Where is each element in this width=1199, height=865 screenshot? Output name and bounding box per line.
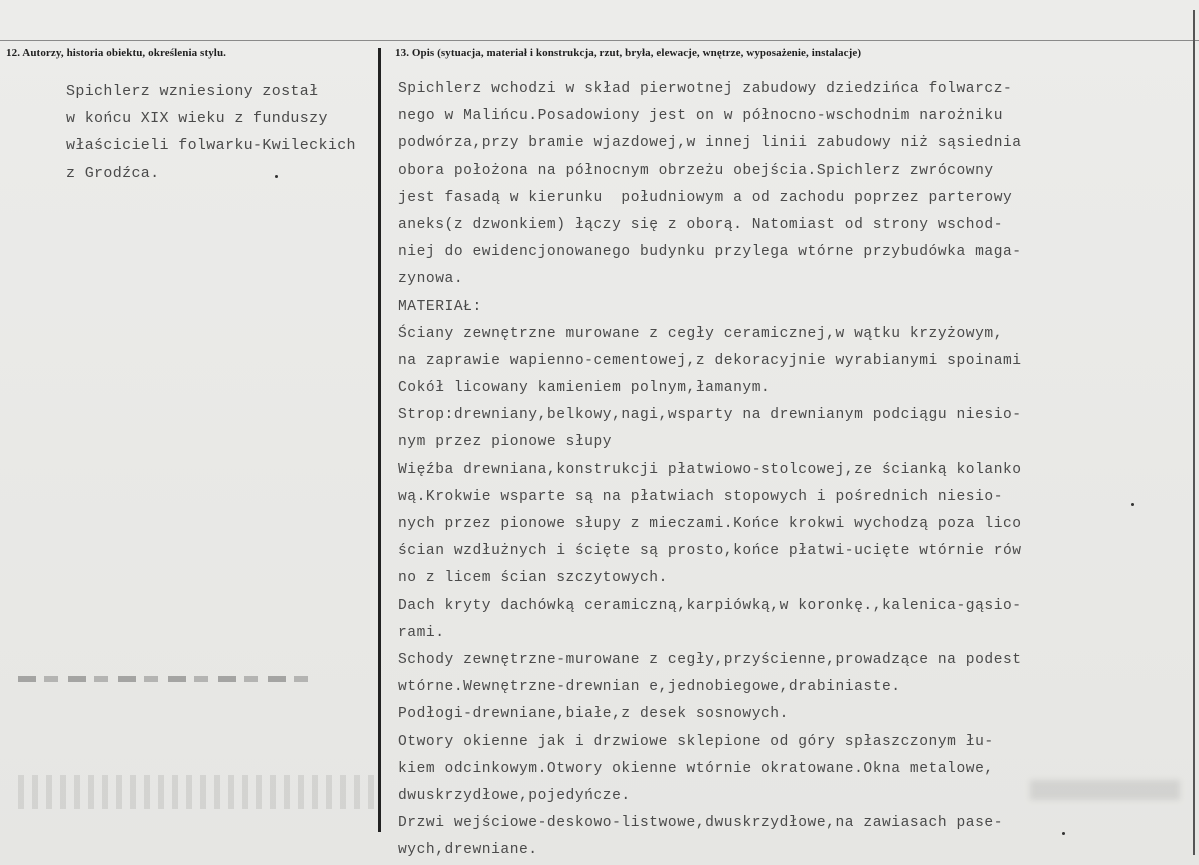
section-13-header: 13. Opis (sytuacja, materiał i konstrukcja, rzut, bryła, elewacje, wnętrze, wyposażenie, instalacje) xyxy=(395,47,862,59)
left-text-line: właścicieli folwarku-Kwileckich xyxy=(66,137,356,155)
right-text-line: Schody zewnętrzne-murowane z cegły,przyścienne,prowadzące na podest xyxy=(398,651,1022,668)
section-12-header: 12. Autorzy, historia obiektu, określenia stylu. xyxy=(6,47,227,59)
right-text-line: wą.Krokwie wsparte są na płatwiach stopowych i pośrednich niesio- xyxy=(398,488,1003,505)
right-text-line: nym przez pionowe słupy xyxy=(398,434,613,451)
right-text-line: aneks(z dzwonkiem) łączy się z oborą. Natomiast od strony wschod- xyxy=(398,216,1003,233)
right-text-line: Drzwi wejściowe-deskowo-listwowe,dwuskrzydłowe,na zawiasach pase- xyxy=(398,815,1003,832)
right-text-line: Więźba drewniana,konstrukcji płatwiowo-stolcowej,ze ścianką kolanko xyxy=(398,461,1022,478)
right-text-line: zynowa. xyxy=(398,271,464,288)
speck xyxy=(275,175,278,178)
right-text-line: dwuskrzydłowe,pojedyńcze. xyxy=(398,787,631,804)
faded-typewriter-row xyxy=(18,676,318,682)
right-border xyxy=(1193,10,1195,855)
ghost-stamp-smudge xyxy=(1030,780,1180,800)
right-text-line: Strop:drewniany,belkowy,nagi,wsparty na drewnianym podciągu niesio- xyxy=(398,407,1022,424)
right-text-line: Spichlerz wchodzi w skład pierwotnej zabudowy dziedzińca folwarcz- xyxy=(398,81,1013,97)
right-text-line: Dach kryty dachówką ceramiczną,karpiówką,w koronkę.,kalenica-gąsio- xyxy=(398,597,1022,614)
right-text-line: rami. xyxy=(398,624,445,641)
right-text-line: wych,drewniane. xyxy=(398,842,538,859)
description-text xyxy=(398,76,1193,864)
right-text-line: wtórne.Wewnętrzne-drewnian e,jednobiegowe,drabiniaste. xyxy=(398,679,901,696)
left-text-line: Spichlerz wzniesiony został xyxy=(66,83,319,100)
right-text-line: Ściany zewnętrzne murowane z cegły ceramicznej,w wątku krzyżowym, xyxy=(398,325,1003,342)
top-rule xyxy=(0,40,1199,41)
left-text-line: z Grodźca. xyxy=(66,164,160,182)
right-text-line: obora położona na północnym obrzeżu obejścia.Spichlerz zwrócowny xyxy=(398,162,994,179)
right-text-line: jest fasadą w kierunku południowym a od zachodu poprzez parterowy xyxy=(398,189,1013,206)
right-text-line: kiem odcinkowym.Otwory okienne wtórnie okratowane.Okna metalowe, xyxy=(398,760,994,777)
right-text-line: nego w Malińcu.Posadowiony jest on w północno-wschodnim narożniku xyxy=(398,108,1003,125)
right-text-line: na zaprawie wapienno-cementowej,z dekoracyjnie wyrabianymi spoinami xyxy=(398,352,1022,369)
right-text-line: ścian wzdłużnych i ścięte są prosto,końce płatwi-ucięte wtórnie rów xyxy=(398,543,1022,560)
right-text-line: Cokół licowany kamieniem polnym,łamanym. xyxy=(398,380,771,397)
right-text-line: no z licem ścian szczytowych. xyxy=(398,570,668,587)
right-text-line: MATERIAŁ: xyxy=(398,298,482,315)
left-text-line: w końcu XIX wieku z funduszy xyxy=(66,110,328,128)
right-text-line: nych przez pionowe słupy z mieczami.Końce krokwi wychodzą poza lico xyxy=(398,516,1022,532)
right-text-line: Otwory okienne jak i drzwiowe sklepione od góry spłaszczonym łu- xyxy=(398,733,994,750)
faded-typewriter-smudge xyxy=(18,775,378,809)
right-text-line: Podłogi-drewniane,białe,z desek sosnowych. xyxy=(398,706,789,723)
column-divider xyxy=(378,48,381,832)
right-text-line: niej do ewidencjonowanego budynku przylega wtórne przybudówka maga- xyxy=(398,244,1022,261)
speck xyxy=(1131,503,1134,506)
speck xyxy=(1062,832,1065,835)
right-text-line: podwórza,przy bramie wjazdowej,w innej linii zabudowy niż sąsiednia xyxy=(398,135,1022,152)
authors-history-text xyxy=(66,78,378,187)
